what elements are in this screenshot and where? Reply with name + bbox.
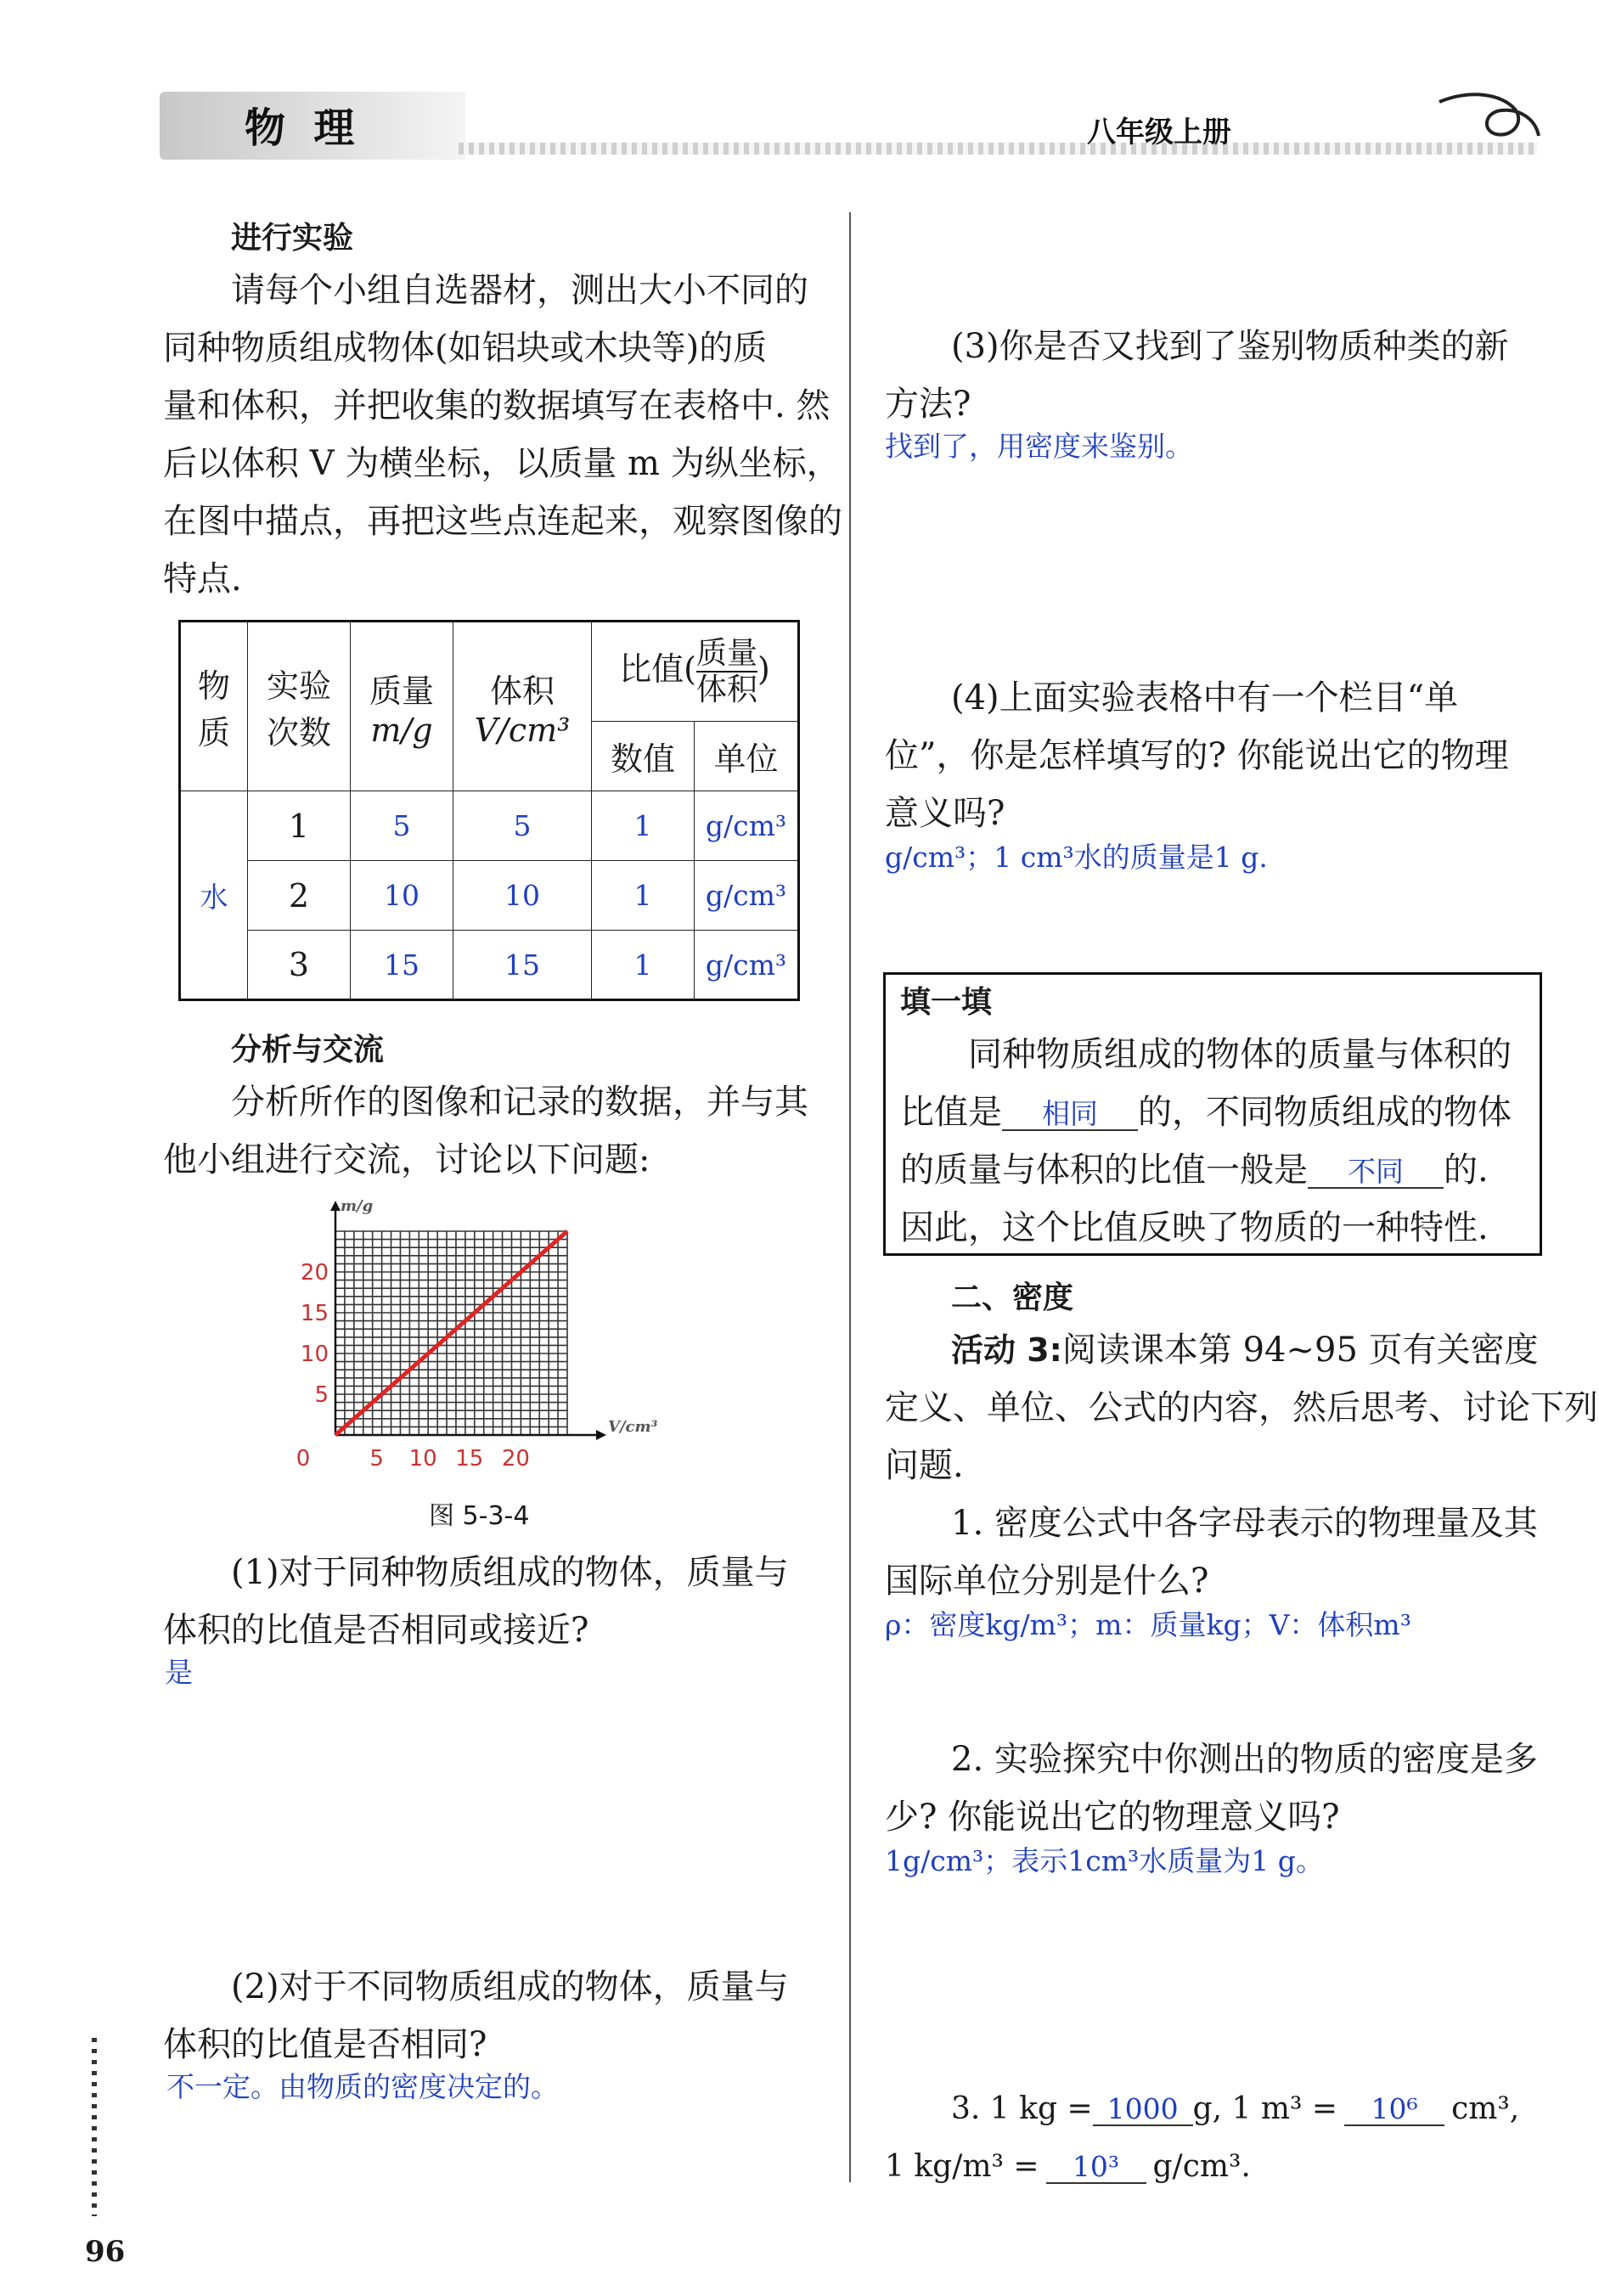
x-tick-label: 20 — [501, 1446, 530, 1472]
ratio-cell: 1 — [592, 931, 695, 1000]
blank-different[interactable]: 不同 — [1308, 1156, 1444, 1189]
y-tick-label: 5 — [314, 1382, 329, 1408]
activity-line: 活动 3:阅读课本第 94~95 页有关密度 — [951, 1331, 1539, 1370]
unit-conversion-line: 3. 1 kg = 1000 g, 1 m³ = 10⁶ cm³, — [951, 2091, 1520, 2126]
trial-cell: 2 — [248, 861, 351, 931]
fill-in-line: 的质量与体积的比值一般是 不同 的. — [900, 1151, 1489, 1190]
question-line: 1. 密度公式中各字母表示的物理量及其 — [951, 1504, 1538, 1543]
answer-1: 是 — [165, 1656, 193, 1689]
unit-cell: g/cm³ — [695, 791, 799, 861]
header-ratio: 比值( $\frac{\text{质量}}{\text{体积}}$ ) — [592, 622, 799, 722]
answer-5: ρ：密度kg/m³；m：质量kg；V：体积m³ — [885, 1608, 1411, 1641]
x-tick-label: 15 — [455, 1446, 484, 1472]
question-line: 少? 你能说出它的物理意义吗? — [885, 1798, 1340, 1837]
question-line: 国际单位分别是什么? — [885, 1562, 1209, 1601]
mass-volume-chart — [296, 1197, 679, 1486]
question-line: 位”，你是怎样填写的? 你能说出它的物理 — [885, 736, 1509, 775]
answer-2: 不一定。由物质的密度决定的。 — [166, 2070, 559, 2103]
fill-in-line: 比值是 相同 的，不同物质组成的物体 — [900, 1093, 1512, 1132]
header-substance: 物 质 — [180, 622, 248, 791]
paragraph-line: 请每个小组自选器材，测出大小不同的 — [231, 271, 808, 310]
header-subject: 物 理 — [245, 104, 355, 152]
substance-cell: 水 — [180, 791, 248, 1000]
paragraph-line: 同种物质组成物体(如铝块或木块等)的质 — [163, 329, 768, 368]
x-tick-label: 0 — [296, 1446, 311, 1472]
unit-conversion-line: 1 kg/m³ = 10³ g/cm³. — [885, 2149, 1251, 2184]
unit-cell: g/cm³ — [695, 931, 799, 1000]
answer-3: 找到了，用密度来鉴别。 — [885, 430, 1193, 463]
paragraph-line: 分析所作的图像和记录的数据，并与其 — [231, 1083, 808, 1122]
activity-line: 定义、单位、公式的内容，然后思考、讨论下列 — [885, 1388, 1598, 1427]
data-table — [178, 620, 800, 1001]
section-title-experiment: 进行实验 — [231, 221, 354, 256]
page-margin-dots — [92, 2038, 97, 2216]
header-swirl-icon — [1435, 85, 1546, 149]
y-tick-label: 10 — [300, 1342, 329, 1367]
blank-density-units[interactable]: 10³ — [1046, 2152, 1146, 2184]
blank-m3-to-cm3[interactable]: 10⁶ — [1344, 2094, 1444, 2126]
page-number: 96 — [85, 2235, 126, 2269]
question-line: 体积的比值是否相同? — [163, 2025, 487, 2064]
x-axis-arrow-icon — [596, 1430, 606, 1440]
header-stripe — [459, 143, 1537, 155]
section-title-analysis: 分析与交流 — [231, 1033, 385, 1067]
paragraph-line: 在图中描点，再把这些点连起来，观察图像的 — [163, 502, 842, 541]
header-mass: 质量 m/g — [351, 622, 453, 791]
paragraph-line: 他小组进行交流，讨论以下问题: — [163, 1140, 650, 1179]
figure-caption: 图 5-3-4 — [429, 1501, 530, 1531]
x-tick-label: 5 — [369, 1446, 384, 1472]
column-divider — [849, 212, 851, 2182]
y-tick-label: 20 — [300, 1260, 329, 1286]
x-tick-label: 10 — [408, 1446, 437, 1472]
x-axis-label: V/cm³ — [608, 1418, 658, 1436]
question-line: 意义吗? — [885, 794, 1005, 833]
question-line: 2. 实验探究中你测出的物质的密度是多 — [951, 1740, 1538, 1779]
header-trial: 实验 次数 — [248, 622, 351, 791]
question-line: (4)上面实验表格中有一个栏目“单 — [951, 678, 1459, 718]
fill-in-line: 同种物质组成的物体的质量与体积的 — [968, 1035, 1512, 1074]
header-unit: 单位 — [695, 722, 799, 791]
blank-same[interactable]: 相同 — [1002, 1099, 1138, 1131]
answer-6: 1g/cm³；表示1cm³水质量为1 g。 — [885, 1844, 1324, 1877]
header-volume: 体积 V/cm³ — [453, 622, 592, 791]
paragraph-line: 后以体积 V 为横坐标，以质量 m 为纵坐标， — [163, 444, 841, 483]
ratio-cell: 1 — [592, 861, 695, 931]
unit-cell: g/cm³ — [695, 861, 799, 931]
trial-cell: 3 — [248, 931, 351, 1000]
question-line: (1)对于同种物质组成的物体，质量与 — [231, 1553, 789, 1592]
y-axis-arrow-icon — [330, 1201, 341, 1211]
question-line: (2)对于不同物质组成的物体，质量与 — [231, 1967, 789, 2006]
section-title-density: 二、密度 — [951, 1280, 1074, 1315]
series-line — [335, 1231, 567, 1435]
fill-in-title: 填一填 — [900, 985, 993, 1020]
mass-cell: 5 — [351, 791, 453, 861]
activity-line: 问题. — [885, 1446, 964, 1485]
question-line: 方法? — [885, 385, 971, 424]
volume-cell: 5 — [453, 791, 592, 861]
ratio-cell: 1 — [592, 791, 695, 861]
fill-in-line: 因此，这个比值反映了物质的一种特性. — [900, 1208, 1489, 1247]
answer-4: g/cm³；1 cm³水的质量是1 g. — [885, 841, 1268, 874]
y-axis-label: m/g — [341, 1197, 374, 1215]
paragraph-line: 特点. — [163, 560, 242, 599]
volume-cell: 15 — [453, 931, 592, 1000]
trial-cell: 1 — [248, 791, 351, 861]
mass-cell: 15 — [351, 931, 453, 1000]
question-line: 体积的比值是否相同或接近? — [163, 1611, 589, 1650]
volume-cell: 10 — [453, 861, 592, 931]
mass-cell: 10 — [351, 861, 453, 931]
header-grade: 八年级上册 — [1087, 115, 1231, 149]
blank-kg-to-g[interactable]: 1000 — [1093, 2094, 1193, 2126]
header-value: 数值 — [592, 722, 695, 791]
y-tick-label: 15 — [300, 1301, 329, 1326]
paragraph-line: 量和体积，并把收集的数据填写在表格中. 然 — [163, 386, 830, 425]
question-line: (3)你是否又找到了鉴别物质种类的新 — [951, 327, 1509, 366]
